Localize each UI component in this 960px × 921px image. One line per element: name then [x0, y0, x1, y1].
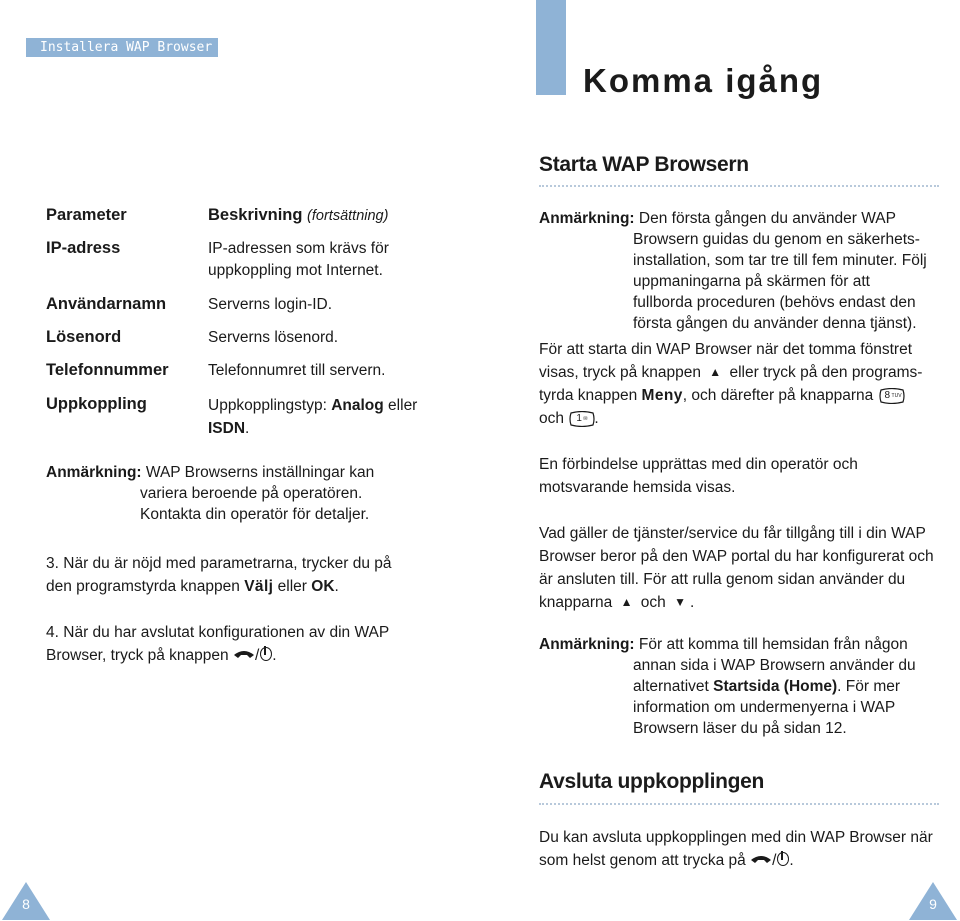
- key-1-sub: ✉: [583, 416, 588, 422]
- start-note2-label: Anmärkning:: [539, 636, 635, 653]
- left-note-label: Anmärkning:: [46, 464, 142, 481]
- step-4-end: .: [272, 647, 277, 664]
- heading-start-wap: Starta WAP Browsern: [539, 153, 749, 176]
- start-note: [539, 208, 944, 334]
- param-desc-ip: IP-adressen som krävs för uppkoppling mot Internet.: [208, 240, 389, 279]
- table-head-description: [208, 206, 388, 225]
- start-paragraph-2: En förbindelse upprättas med din operatör och motsvarande hemsida visas.: [539, 456, 858, 496]
- param-name-phone: Telefonnummer: [46, 361, 169, 379]
- p1-pre: För att starta din WAP Browser när det tomma fönstret visas, tryck på knappen: [539, 341, 912, 381]
- power-key-icon: [777, 852, 789, 866]
- step-3-post: .: [334, 578, 339, 595]
- heading-divider: [539, 185, 939, 187]
- p3-end: .: [689, 594, 695, 611]
- chapter-title: Komma igång: [583, 62, 824, 99]
- param-desc-phone: Telefonnumret till servern.: [208, 362, 386, 379]
- end-p-end: .: [789, 852, 794, 869]
- param-desc-connection: [208, 394, 438, 440]
- key-1-icon: [568, 411, 594, 426]
- down-arrow-icon: ▼: [674, 595, 686, 609]
- step-3-num: 3.: [46, 555, 59, 572]
- up-arrow-icon: ▲: [709, 365, 722, 379]
- conn-desc-analog: Analog: [331, 397, 384, 414]
- chapter-accent-bar: [536, 0, 566, 95]
- start-note2-line1: För att komma till hemsidan från någon: [638, 636, 908, 653]
- step-3-mid: eller: [273, 578, 312, 595]
- key-8-label: 8: [884, 390, 891, 401]
- start-note2-rest: [539, 655, 933, 739]
- step-3-ok: OK: [311, 578, 335, 595]
- p1-menu: Meny: [641, 387, 683, 404]
- left-note-line1: WAP Browserns inställningar kan: [145, 464, 375, 481]
- conn-desc-isdn: ISDN: [208, 420, 246, 437]
- p1-mid: eller tryck på den programs-tyrda knappen: [539, 364, 923, 404]
- start-note-label: Anmärkning:: [539, 210, 635, 227]
- end-paragraph: [539, 826, 944, 872]
- table-head-desc-note: (fortsättning): [307, 208, 389, 224]
- param-name-password: Lösenord: [46, 328, 122, 346]
- key-8-icon: [878, 388, 904, 403]
- step-3-select: Välj: [244, 578, 274, 595]
- p3-och: och: [636, 594, 671, 611]
- end-call-key-icon: [233, 648, 255, 663]
- start-note-rest: Browsern guidas du genom en säkerhets-installation, som tar tre till fem minuter. Följ uppmaningarna på skärmen för att fullborda proceduren (behövs endast den första gången du använder denna tjänst).: [633, 231, 927, 332]
- key-1-label: 1: [576, 413, 582, 424]
- step-4: [46, 621, 396, 667]
- up-arrow-icon: ▲: [620, 595, 633, 609]
- page-number-left: 8: [22, 896, 30, 912]
- heading-end-connection: Avsluta uppkopplingen: [539, 770, 765, 793]
- start-note-line1: Den första gången du använder WAP: [638, 210, 896, 227]
- param-name-connection: Uppkoppling: [46, 395, 147, 413]
- param-name-user: Användarnamn: [46, 295, 167, 313]
- p3-pre: Vad gäller de tjänster/service du får tillgång till i din WAP Browser beror på den WAP portal du har konfigurerat och är ansluten till. För att rulla genom sidan använder du knapparna: [539, 525, 934, 611]
- start-paragraph-3: [539, 522, 944, 614]
- step-4-num: 4.: [46, 624, 59, 641]
- note2-rest-pre: annan sida i WAP Browsern använder du alternativet: [633, 657, 916, 695]
- page-number-right: 9: [929, 896, 937, 912]
- table-head-desc-label: Beskrivning: [208, 206, 303, 224]
- p1-end: .: [594, 410, 599, 427]
- table-head-parameter: Parameter: [46, 206, 127, 224]
- power-key-icon: [260, 647, 272, 661]
- conn-desc-post: .: [245, 420, 250, 437]
- param-name-ip: IP-adress: [46, 239, 121, 257]
- step-3: [46, 552, 418, 598]
- conn-desc-pre: Uppkopplingstyp:: [208, 397, 332, 414]
- heading-divider: [539, 803, 939, 805]
- param-desc-password: Serverns lösenord.: [208, 329, 339, 346]
- param-desc-user: Serverns login-ID.: [208, 296, 333, 313]
- step-4-slash: /: [254, 647, 260, 664]
- left-note-rest: variera beroende på operatören. Kontakta din operatör för detaljer.: [140, 485, 370, 523]
- step-4-text: När du har avslutat konfigurationen av din WAP Browser, tryck på knappen: [46, 624, 389, 664]
- p1-mid2: , och därefter på knapparna: [682, 387, 878, 404]
- note2-startsida: Startsida (Home): [713, 678, 838, 695]
- end-call-key-icon: [750, 853, 772, 868]
- p1-och: och: [539, 410, 569, 427]
- step-3-text: När du är nöjd med parametrarna, trycker du på den programstyrda knappen: [46, 555, 392, 595]
- start-paragraph-1: [539, 338, 924, 430]
- end-p-pre: Du kan avsluta uppkopplingen med din WAP Browser när som helst genom att trycka på: [539, 829, 933, 869]
- section-tab: Installera WAP Browser: [26, 38, 218, 57]
- note2-rest-post: . För mer information om undermenyerna i WAP Browsern läser du på sidan 12.: [633, 678, 901, 737]
- end-p-slash: /: [772, 852, 777, 869]
- key-8-sub: TUV: [891, 393, 902, 399]
- conn-desc-mid: eller: [383, 397, 418, 414]
- start-note-2: [539, 634, 944, 739]
- left-note: [46, 462, 446, 525]
